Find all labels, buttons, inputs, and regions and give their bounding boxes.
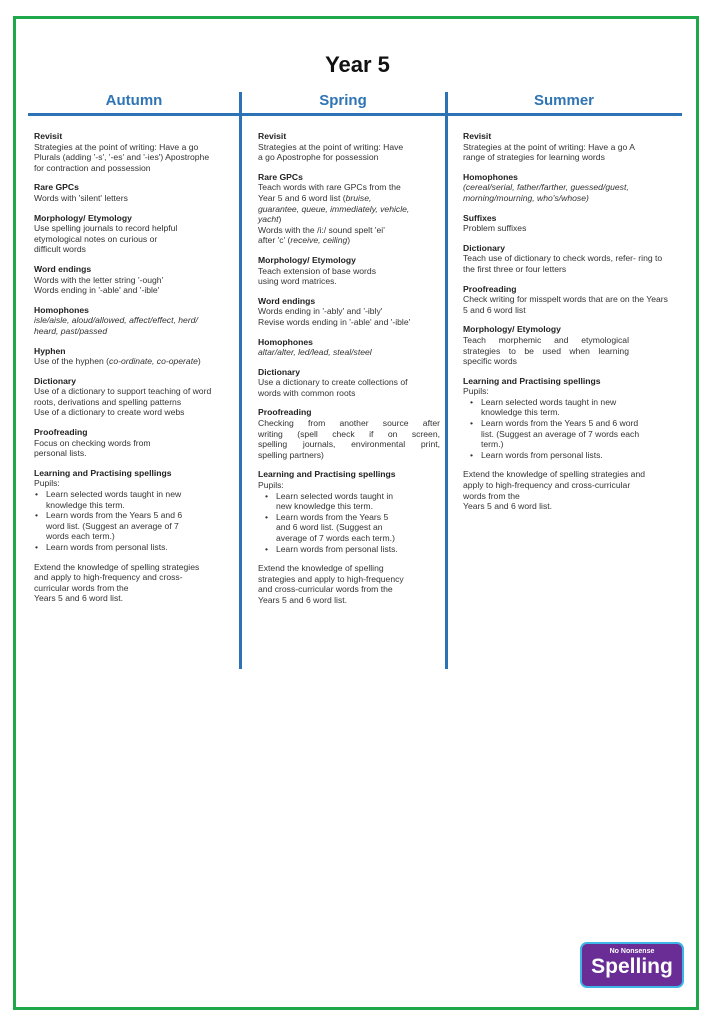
text-line: Teach extension of base words: [258, 265, 376, 276]
bullet-list: [34, 489, 234, 553]
spring-morphology: [258, 255, 440, 287]
list-item: [34, 489, 234, 510]
autumn-dictionary: [34, 376, 234, 418]
column-header-summer: Summer: [533, 92, 595, 109]
section-heading: Homophones: [34, 304, 89, 315]
spring-dictionary: [258, 367, 440, 399]
text-line: personal lists.: [34, 448, 87, 459]
text-span: Learn words from the Years 5: [276, 511, 389, 522]
section-heading: Dictionary: [463, 242, 506, 253]
summer-morphology: [463, 324, 673, 366]
text-span: knowledge this term.: [481, 407, 560, 418]
section-heading: Rare GPCs: [34, 182, 79, 193]
text-span: and 6 word list. (Suggest an: [276, 522, 383, 533]
text-line: using word matrices.: [258, 276, 337, 287]
text-line: for contraction and possession: [34, 162, 151, 173]
text-span: Learn selected words taught in: [276, 490, 394, 501]
text-line: the first three or four letters: [463, 263, 567, 274]
text-line: Pupils:: [258, 480, 284, 491]
text-line: Pupils:: [463, 386, 489, 397]
summer-suffixes: [463, 213, 673, 234]
text-line: Use spelling journals to record helpful: [34, 223, 178, 234]
text-line: Use a dictionary to create collections of: [258, 377, 408, 388]
section-heading: Homophones: [258, 336, 313, 347]
text-span: ): [347, 235, 351, 246]
summer-column: [463, 131, 673, 521]
text-line: strategies to be used when learning: [463, 345, 629, 356]
text-span: Learn selected words taught in new: [46, 489, 182, 500]
text-line: Use of a dictionary to support teaching of word: [34, 386, 212, 397]
autumn-hyphen: [34, 346, 234, 367]
text-line: Extend the knowledge of spelling: [258, 563, 384, 574]
text-line: Checking from another source after: [258, 418, 440, 429]
text-line: Teach words with rare GPCs from the: [258, 182, 401, 193]
text-line: specific words: [463, 356, 517, 367]
text-line: Plurals (adding '-s', '-es' and '-ies') Apostrophe: [34, 152, 210, 163]
section-heading: Suffixes: [463, 212, 497, 223]
section-heading: Learning and Practising spellings: [34, 467, 172, 478]
text-line: strategies and apply to high-frequency: [258, 573, 404, 584]
text-span: Year 5 and 6 word list (: [258, 192, 346, 203]
spring-word-endings: [258, 296, 440, 328]
autumn-homophones: [34, 305, 234, 337]
text-span: Learn words from personal lists.: [46, 542, 168, 552]
text-span: new knowledge this term.: [276, 501, 373, 512]
text-span: Learn words from personal lists.: [481, 449, 603, 460]
text-line: roots, derivations and spelling patterns: [34, 396, 182, 407]
text-line: words with common roots: [258, 387, 356, 398]
list-item: [264, 544, 440, 555]
text-span: knowledge this term.: [46, 499, 125, 510]
text-line: Years 5 and 6 word list.: [258, 594, 348, 605]
list-item: [34, 510, 234, 542]
text-line: morning/mourning, who's/whose): [463, 192, 589, 203]
summer-proofreading: [463, 284, 673, 316]
text-line: range of strategies for learning words: [463, 152, 605, 163]
text-span: Learn selected words taught in new: [481, 396, 617, 407]
summer-revisit: [463, 131, 673, 163]
spring-revisit: [258, 131, 440, 163]
text-span: Use of the hyphen (: [34, 356, 110, 367]
section-heading: Homophones: [463, 171, 518, 182]
text-line: spelling journals, environmental print,: [258, 439, 440, 450]
text-span: yacht: [258, 214, 279, 225]
autumn-morphology: [34, 213, 234, 255]
text-line: Use of a dictionary to create word webs: [34, 407, 185, 418]
spring-proofreading: [258, 407, 440, 460]
spring-column: [258, 131, 440, 615]
text-line: Words ending in '-able' and '-ible': [34, 285, 160, 296]
autumn-column: [34, 131, 234, 613]
text-line: guarantee, queue, immediately, vehicle,: [258, 203, 410, 214]
text-line: Focus on checking words from: [34, 437, 151, 448]
spring-rare-gpcs: [258, 172, 440, 246]
list-item: [264, 491, 440, 512]
section-heading: Dictionary: [258, 366, 301, 377]
spring-extend: [258, 563, 440, 605]
text-line: difficult words: [34, 244, 86, 255]
text-span: words each term.): [46, 531, 115, 542]
text-span: average of 7 words each term.): [276, 533, 395, 543]
section-heading: Learning and Practising spellings: [258, 469, 396, 480]
autumn-learning: [34, 468, 234, 553]
section-heading: Revisit: [258, 131, 287, 141]
text-span: ): [197, 356, 201, 367]
summer-homophones: [463, 172, 673, 204]
column-header-spring: Spring: [319, 92, 367, 109]
text-span: list. (Suggest an average of 7 words each: [481, 428, 640, 439]
header-divider: [28, 113, 682, 116]
text-line: writing (spell check if on screen,: [258, 428, 440, 439]
text-line: Strategies at the point of writing: Have a go A: [463, 141, 635, 152]
text-line: etymological notes on curious or: [34, 233, 158, 244]
text-line: Words with the letter string '-ough': [34, 274, 164, 285]
text-span: co-ordinate, co-operate: [109, 356, 198, 367]
summer-dictionary: [463, 243, 673, 275]
list-item: [469, 397, 673, 418]
text-line: heard, past/passed: [34, 325, 108, 336]
summer-extend: [463, 469, 673, 511]
text-line: words from the: [463, 490, 520, 501]
text-line: (cereal/serial, father/farther, guessed/guest,: [463, 182, 629, 193]
section-heading: Morphology/ Etymology: [258, 254, 356, 265]
text-span: Learn words from personal lists.: [276, 543, 398, 554]
section-heading: Revisit: [463, 131, 492, 141]
text-line: Extend the knowledge of spelling strategies and: [463, 469, 646, 480]
text-line: Years 5 and 6 word list.: [34, 593, 124, 604]
spring-homophones: [258, 337, 440, 358]
text-line: Words ending in '-ably' and '-ibly': [258, 306, 383, 317]
text-line: Check writing for misspelt words that are on the Years: [463, 294, 668, 305]
text-line: isle/aisle, aloud/allowed, affect/effect, herd/: [34, 315, 198, 326]
list-item: [469, 418, 673, 450]
text-line: Years 5 and 6 word list.: [463, 501, 553, 512]
section-heading: Proofreading: [34, 427, 88, 438]
text-line: a go Apostrophe for possession: [258, 152, 379, 163]
autumn-proofreading: [34, 427, 234, 459]
text-span: after 'c' (: [258, 235, 291, 246]
text-line: [258, 214, 440, 225]
no-nonsense-spelling-logo: [582, 944, 682, 986]
section-heading: Word endings: [258, 295, 316, 306]
section-heading: Proofreading: [463, 283, 517, 294]
text-line: Strategies at the point of writing: Have a go: [34, 141, 199, 152]
text-line: altar/alter, led/lead, steal/steel: [258, 347, 372, 358]
column-headers: [28, 92, 682, 114]
text-line: Teach morphemic and etymological: [463, 334, 629, 345]
text-span: word list. (Suggest an average of 7: [46, 520, 179, 531]
text-span: ): [278, 214, 282, 225]
list-item: [34, 542, 234, 553]
page-title: Year 5: [325, 52, 390, 77]
text-line: Pupils:: [34, 478, 60, 489]
summer-learning: [463, 376, 673, 461]
section-heading: Morphology/ Etymology: [34, 212, 132, 223]
text-line: and apply to high-frequency and cross-: [34, 572, 183, 583]
text-line: Revise words ending in '-able' and '-ible': [258, 316, 411, 327]
column-header-autumn: Autumn: [105, 92, 163, 109]
list-item: [264, 512, 440, 544]
text-line: apply to high-frequency and cross-curricular: [463, 480, 631, 491]
text-span: term.): [481, 439, 504, 450]
text-line: Words with the /i:/ sound spelt 'ei': [258, 224, 385, 235]
section-heading: Hyphen: [34, 345, 66, 356]
list-item: [469, 450, 673, 461]
spring-learning: [258, 469, 440, 554]
text-line: and cross-curricular words from the: [258, 584, 393, 595]
bullet-list: [463, 397, 673, 461]
text-line: Words with 'silent' letters: [34, 192, 128, 203]
section-heading: Word endings: [34, 263, 92, 274]
autumn-revisit: [34, 131, 234, 173]
text-line: Problem suffixes: [463, 223, 527, 234]
logo-small-text: No Nonsense: [609, 948, 655, 955]
autumn-extend: [34, 562, 234, 604]
text-span: receive, ceiling: [290, 235, 348, 246]
text-line: [258, 235, 440, 246]
column-divider-right: [445, 92, 448, 669]
column-divider-left: [239, 92, 242, 669]
logo-big-text: Spelling: [591, 955, 673, 978]
text-line: [258, 193, 440, 204]
text-line: [34, 356, 234, 367]
text-line: spelling partners): [258, 449, 324, 460]
text-span: Learn words from the Years 5 and 6: [46, 510, 183, 521]
text-span: bruise,: [345, 192, 372, 203]
section-heading: Dictionary: [34, 375, 77, 386]
section-heading: Revisit: [34, 131, 63, 141]
bullet-list: [258, 491, 440, 555]
autumn-word-endings: [34, 264, 234, 296]
section-heading: Proofreading: [258, 407, 312, 418]
text-line: Extend the knowledge of spelling strategies: [34, 561, 200, 572]
text-line: Strategies at the point of writing: Have: [258, 141, 404, 152]
text-line: Teach use of dictionary to check words, refer- ring to: [463, 253, 663, 264]
section-heading: Learning and Practising spellings: [463, 375, 601, 386]
text-line: 5 and 6 word list: [463, 304, 526, 315]
text-span: Learn words from the Years 5 and 6 word: [481, 418, 639, 429]
section-heading: Rare GPCs: [258, 171, 303, 182]
autumn-rare-gpcs: [34, 182, 234, 203]
text-line: curricular words from the: [34, 582, 129, 593]
section-heading: Morphology/ Etymology: [463, 324, 561, 335]
